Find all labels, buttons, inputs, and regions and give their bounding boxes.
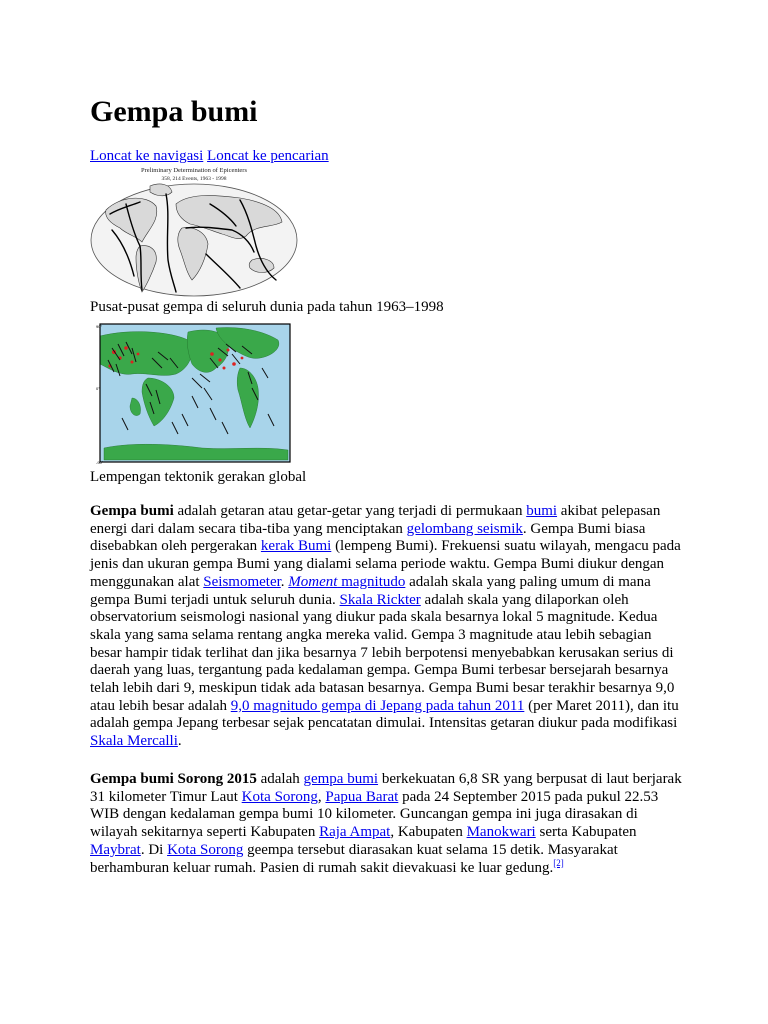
link-manokwari[interactable]: Manokwari: [466, 824, 536, 841]
link-seismometer[interactable]: Seismometer: [203, 573, 281, 590]
skip-to-navigation-link[interactable]: Loncat ke navigasi: [90, 148, 204, 164]
tectonic-plates-map-image[interactable]: [92, 318, 298, 468]
link-gempa-jepang-2011[interactable]: 9,0 magnitudo gempa di Jepang pada tahun 2011: [230, 697, 525, 714]
epicenter-map-subtitle: 358, 214 Events, 1963 - 1998: [161, 176, 227, 182]
paragraph-text: (lempeng Bumi). Frekuensi suatu wilayah, mengacu pada jenis dan ukuran gempa Bumi yang dialami selama periode waktu. Gempa Bumi diukur dengan menggunakan alat: [90, 538, 681, 590]
paragraph-text: . Gempa Bumi biasa disebabkan oleh pergerakan: [90, 520, 646, 555]
skip-to-search-link[interactable]: Loncat ke pencarian: [207, 148, 329, 164]
paragraph-text: .: [177, 733, 182, 750]
paragraph-text: , Kabupaten: [390, 824, 467, 841]
svg-text:0°: 0°: [96, 386, 100, 391]
link-moment-magnitudo[interactable]: [288, 574, 405, 590]
link-bumi[interactable]: bumi: [526, 503, 558, 519]
term-bold: Gempa bumi Sorong 2015: [90, 771, 257, 787]
paragraph-text: geempa tersebut diarasakan kuat selama 15 detik. Masyarakat berhamburan keluar rumah. Pasien di rumah sakit dievakuasi ke luar gedung.: [90, 841, 618, 876]
epicenter-map-title: Preliminary Determination of Epicenters: [141, 167, 247, 174]
world-epicenter-map-image[interactable]: [90, 164, 298, 298]
paragraph-text: adalah: [256, 771, 304, 787]
paragraph-text: adalah skala yang paling umum di mana gempa Bumi terjadi untuk seluruh dunia.: [90, 573, 651, 608]
link-maybrat[interactable]: Maybrat: [90, 841, 141, 858]
link-papua-barat[interactable]: Papua Barat: [325, 788, 399, 805]
link-raja-ampat[interactable]: Raja Ampat: [319, 824, 391, 841]
term-bold: Gempa bumi: [90, 503, 174, 519]
link-kerak-bumi[interactable]: kerak Bumi: [260, 538, 332, 555]
paragraph-text: adalah getaran atau getar-getar yang terjadi di permukaan: [173, 503, 527, 519]
paragraph-text: ,: [317, 788, 326, 805]
page-title: Gempa bumi: [90, 95, 258, 128]
paragraph-text: (per Maret 2011), dan itu adalah gempa Jepang terbesar sejak pencatatan dimulai. Intensitas getaran diukur pada modifikasi: [90, 697, 679, 732]
link-skala-rickter[interactable]: Skala Rickter: [339, 591, 421, 608]
article-paragraph: [90, 503, 682, 751]
link-kota-sorong-2[interactable]: Kota Sorong: [167, 841, 244, 858]
paragraph-text: berkekuatan 6,8 SR yang berpusat di laut berjarak 31 kilometer Timur Laut: [90, 771, 682, 805]
link-text: magnitudo: [337, 573, 406, 590]
paragraph-text: .: [280, 573, 289, 590]
link-gelombang-seismik[interactable]: gelombang seismik: [406, 520, 523, 537]
paragraph-text: akibat pelepasan energi dari dalam secara tiba-tiba yang menciptakan: [90, 503, 661, 537]
link-gempa-bumi[interactable]: gempa bumi: [303, 771, 379, 787]
paragraph-text: pada 24 September 2015 pada pukul 22.53 WIB dengan kedalaman gempa bumi 10 kilometer. Guncangan gempa ini juga dirasakan di wilayah sekitarnya seperti Kabupaten: [90, 788, 659, 841]
paragraph-text: serta Kabupaten: [535, 824, 637, 841]
paragraph-text: adalah skala yang dilaporkan oleh observatorium seismologi nasional yang diukur pada skala besarnya lokal 5 magnitude. Kedua skala yang sama selama rentang angka mereka valid. Gempa 3 magnitude atau lebih sebagian besar hampir tidak terlihat dan jika besarnya 7 lebih berpotensi menyebabkan kerusakan serius di daerah yang luas, tergantung pada kedalaman gempa. Gempa Bumi terbesar bersejarah besarnya telah lebih dari 9, meskipun tidak ada batasan besarnya. Gempa Bumi besar terakhir besarnya 9,0 atau lebih besar adalah: [90, 591, 675, 714]
svg-text:90°: 90°: [96, 324, 103, 329]
article-paragraph: [90, 771, 682, 877]
svg-text:-90°: -90°: [96, 460, 104, 465]
skip-links: [90, 147, 329, 165]
link-skala-mercalli[interactable]: Skala Mercalli: [90, 733, 178, 750]
figure-caption: Pusat-pusat gempa di seluruh dunia pada tahun 1963–1998: [90, 299, 444, 315]
paragraph-text: . Di: [140, 841, 168, 858]
link-text: Moment: [288, 573, 338, 590]
link-kota-sorong[interactable]: Kota Sorong: [241, 788, 318, 805]
reference-link[interactable]: [2]: [553, 857, 564, 868]
figure-caption: Lempengan tektonik gerakan global: [90, 469, 307, 485]
